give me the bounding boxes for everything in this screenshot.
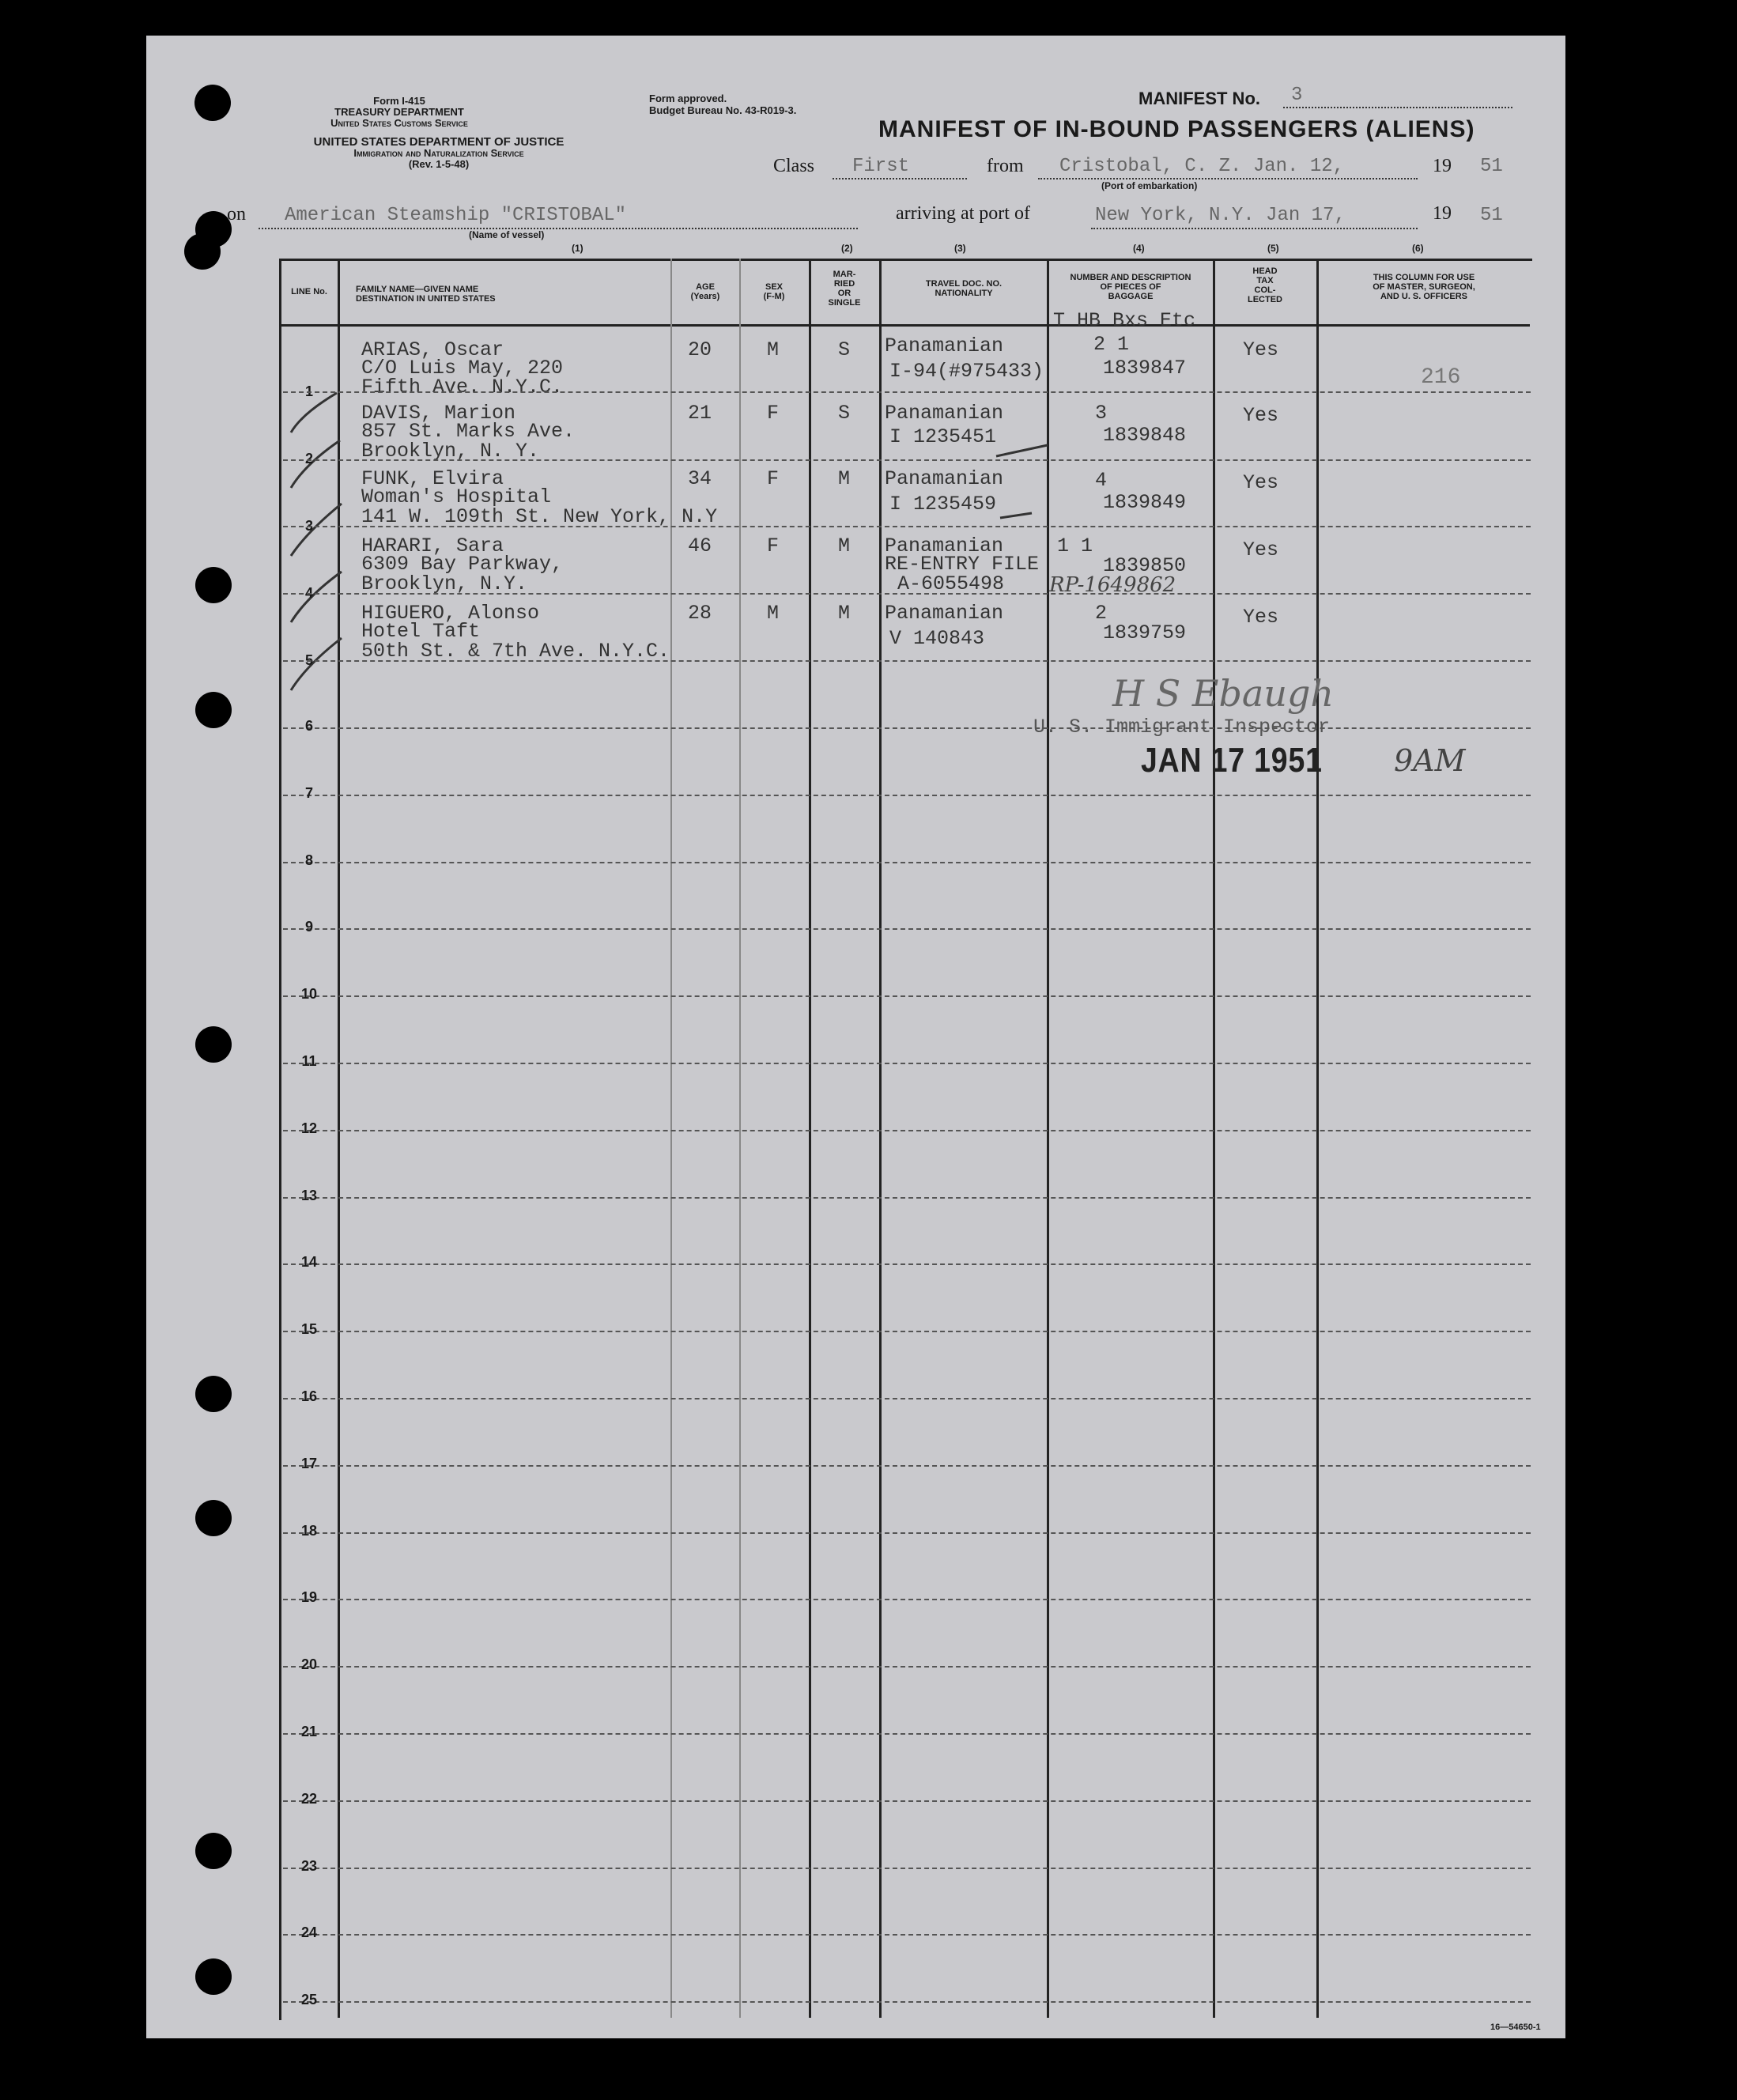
line-number: 13 xyxy=(300,1187,318,1203)
vessel-caption: (Name of vessel) xyxy=(469,229,545,240)
col-num-2: (2) xyxy=(841,243,853,254)
passenger-travel-doc: V 140843 xyxy=(889,627,985,650)
col-header-married: MAR- RIED OR SINGLE xyxy=(828,270,861,308)
passenger-address: 50th St. & 7th Ave. N.Y.C. xyxy=(361,640,670,663)
line-number: 19 xyxy=(300,1589,318,1606)
passenger-address: Fifth Ave. N.Y.C. xyxy=(361,376,564,398)
punch-hole xyxy=(195,1833,232,1869)
port-embark-caption: (Port of embarkation) xyxy=(1101,180,1198,191)
passenger-marital: S xyxy=(838,338,851,361)
from-label: from xyxy=(987,156,1024,176)
passenger-travel-doc: A-6055498 xyxy=(897,572,1005,595)
inspector-signature: H S Ebaugh xyxy=(1112,672,1335,715)
passenger-baggage: 1 1 xyxy=(1057,534,1093,557)
passenger-head-tax: Yes xyxy=(1243,404,1279,427)
passenger-ticket: 1839847 xyxy=(1103,357,1187,380)
on-label: on xyxy=(227,204,246,225)
ins-service: Immigration and Naturalization Service xyxy=(353,147,524,159)
line-number: 16 xyxy=(300,1388,318,1404)
passenger-nationality: Panamanian xyxy=(885,402,1004,425)
passenger-marital: M xyxy=(838,534,851,557)
col-header-name: FAMILY NAME—GIVEN NAME DESTINATION IN UNITED STATES xyxy=(356,285,496,304)
line-number: 7 xyxy=(304,784,313,801)
passenger-address: Brooklyn, N. Y. xyxy=(361,440,540,463)
line-number: 24 xyxy=(300,1924,318,1941)
passenger-address: C/O Luis May, 220 xyxy=(361,357,564,380)
punch-hole xyxy=(195,1958,232,1995)
passenger-age: 34 xyxy=(688,467,712,490)
baggage-legend: T HB Bxs Etc xyxy=(1053,309,1196,332)
form-id: Form I-415 xyxy=(373,95,425,107)
col-header-line: LINE No. xyxy=(291,287,327,296)
customs-service: United States Customs Service xyxy=(330,117,468,129)
passenger-marital: M xyxy=(838,467,851,490)
arriving-label: arriving at port of xyxy=(896,203,1030,224)
passenger-sex: M xyxy=(767,602,780,625)
passenger-address: Brooklyn, N.Y. xyxy=(361,572,528,595)
punch-hole xyxy=(194,85,231,121)
arrival-year: 51 xyxy=(1480,205,1503,226)
footer-code: 16—54650-1 xyxy=(1490,2023,1541,2032)
arrival-port: New York, N.Y. Jan 17, xyxy=(1095,205,1346,226)
line-number: 1 xyxy=(304,383,313,399)
passenger-address: 857 St. Marks Ave. xyxy=(361,420,576,443)
line-number: 12 xyxy=(300,1120,318,1136)
passenger-travel-doc: I 1235459 xyxy=(889,493,997,516)
passenger-age: 20 xyxy=(688,338,712,361)
passenger-sex: F xyxy=(767,402,780,425)
from-year: 51 xyxy=(1480,156,1503,177)
treasury-dept: TREASURY DEPARTMENT xyxy=(334,106,464,118)
inspector-title: U. S. Immigrant Inspector xyxy=(1033,716,1331,738)
passenger-head-tax: Yes xyxy=(1243,606,1279,629)
budget-bureau: Budget Bureau No. 43-R019-3. xyxy=(649,104,797,116)
line-number: 3 xyxy=(304,518,313,534)
passenger-age: 21 xyxy=(688,402,712,425)
passenger-marital: M xyxy=(838,602,851,625)
reentry-permit-note: RP-1649862 xyxy=(1049,573,1176,597)
col-header-travel-doc: TRAVEL DOC. NO. NATIONALITY xyxy=(925,279,1003,298)
line-number: 6 xyxy=(304,718,313,734)
passenger-sex: F xyxy=(767,534,780,557)
line-number: 4 xyxy=(304,585,313,601)
approval-block xyxy=(649,93,796,116)
passenger-name: DAVIS, Marion xyxy=(361,402,516,425)
passenger-ticket: 1839759 xyxy=(1103,621,1187,644)
passenger-head-tax: Yes xyxy=(1243,338,1279,361)
officer-note: 216 xyxy=(1421,365,1461,390)
line-number: 18 xyxy=(300,1522,318,1539)
class-value: First xyxy=(852,156,910,177)
punch-hole xyxy=(195,1500,232,1536)
punch-hole xyxy=(195,567,232,603)
col-num-6: (6) xyxy=(1412,243,1424,254)
justice-dept: UNITED STATES DEPARTMENT OF JUSTICE xyxy=(313,135,565,149)
col-num-1: (1) xyxy=(572,243,583,254)
col-num-4: (4) xyxy=(1133,243,1145,254)
from-port: Cristobal, C. Z. Jan. 12, xyxy=(1059,156,1345,177)
line-number: 23 xyxy=(300,1857,318,1874)
col-header-age: AGE (Years) xyxy=(690,282,720,301)
punch-hole xyxy=(184,233,221,270)
passenger-ticket: 1839850 xyxy=(1103,554,1187,577)
passenger-name: HARARI, Sara xyxy=(361,534,504,557)
passenger-baggage: 4 xyxy=(1095,469,1108,492)
passenger-nationality: Panamanian xyxy=(885,534,1004,557)
passenger-baggage: 2 1 xyxy=(1093,333,1130,356)
line-number: 2 xyxy=(304,451,313,466)
inspection-time: 9AM xyxy=(1394,743,1466,778)
line-number: 10 xyxy=(300,986,318,1003)
passenger-head-tax: Yes xyxy=(1243,471,1279,494)
line-number: 15 xyxy=(300,1321,318,1338)
year-prefix: 19 xyxy=(1433,203,1452,224)
col-num-3: (3) xyxy=(954,243,966,254)
revision: (Rev. 1-5-48) xyxy=(408,158,470,170)
manifest-page xyxy=(146,36,1565,2038)
form-header-left xyxy=(265,96,534,129)
passenger-baggage: 3 xyxy=(1095,402,1108,425)
passenger-name: HIGUERO, Alonso xyxy=(361,602,540,625)
passenger-name: FUNK, Elvira xyxy=(361,467,504,490)
passenger-age: 46 xyxy=(688,534,712,557)
passenger-nationality: Panamanian xyxy=(885,602,1004,625)
justice-header xyxy=(265,137,613,170)
vessel-name: American Steamship "CRISTOBAL" xyxy=(285,205,627,226)
manifest-number: 3 xyxy=(1291,85,1303,106)
col-num-5: (5) xyxy=(1267,243,1279,254)
punch-hole xyxy=(195,1026,232,1063)
passenger-sex: M xyxy=(767,338,780,361)
manifest-number-label: MANIFEST No. xyxy=(1138,89,1260,108)
page-title: MANIFEST OF IN-BOUND PASSENGERS (ALIENS) xyxy=(878,116,1475,142)
passenger-address: 6309 Bay Parkway, xyxy=(361,553,564,576)
passenger-travel-doc: I 1235451 xyxy=(889,425,997,448)
passenger-head-tax: Yes xyxy=(1243,538,1279,561)
passenger-ticket: 1839848 xyxy=(1103,424,1187,447)
line-number: 5 xyxy=(304,652,313,668)
passenger-marital: S xyxy=(838,402,851,425)
class-label: Class xyxy=(773,156,815,176)
passenger-baggage: 2 xyxy=(1095,602,1108,625)
col-header-baggage: NUMBER AND DESCRIPTION OF PIECES OF BAGGAGE xyxy=(1070,273,1191,301)
passenger-travel-doc: RE-ENTRY FILE xyxy=(885,553,1040,576)
line-number: 25 xyxy=(300,1992,318,2008)
line-number: 22 xyxy=(300,1790,318,1807)
passenger-address: 141 W. 109th St. New York, N.Y xyxy=(361,505,718,528)
form-approved: Form approved. xyxy=(649,93,727,104)
year-prefix: 19 xyxy=(1433,156,1452,176)
col-header-sex: SEX (F-M) xyxy=(763,282,785,301)
punch-hole xyxy=(195,1376,232,1412)
passenger-address: Woman's Hospital xyxy=(361,485,552,508)
line-number: 21 xyxy=(300,1724,318,1739)
passenger-sex: F xyxy=(767,467,780,490)
col-header-head-tax: HEAD TAX COL- LECTED xyxy=(1248,266,1282,304)
passenger-nationality: Panamanian xyxy=(885,467,1004,490)
line-number: 9 xyxy=(304,919,313,935)
line-number: 14 xyxy=(300,1254,318,1271)
inspection-date-stamp: JAN 17 1951 xyxy=(1141,741,1323,780)
passenger-name: ARIAS, Oscar xyxy=(361,338,504,361)
line-number: 17 xyxy=(300,1455,318,1471)
line-number: 20 xyxy=(300,1656,318,1673)
line-number: 11 xyxy=(301,1053,317,1069)
passenger-ticket: 1839849 xyxy=(1103,491,1187,514)
passenger-address: Hotel Taft xyxy=(361,620,481,643)
line-number: 8 xyxy=(304,852,313,868)
passenger-nationality: Panamanian xyxy=(885,334,1004,357)
punch-hole xyxy=(195,692,232,728)
passenger-age: 28 xyxy=(688,602,712,625)
passenger-travel-doc: I-94(#975433) xyxy=(889,360,1044,383)
doc-underline-marks xyxy=(992,431,1095,526)
col-header-officers: THIS COLUMN FOR USE OF MASTER, SURGEON, AND U. S. OFFICERS xyxy=(1373,273,1475,301)
